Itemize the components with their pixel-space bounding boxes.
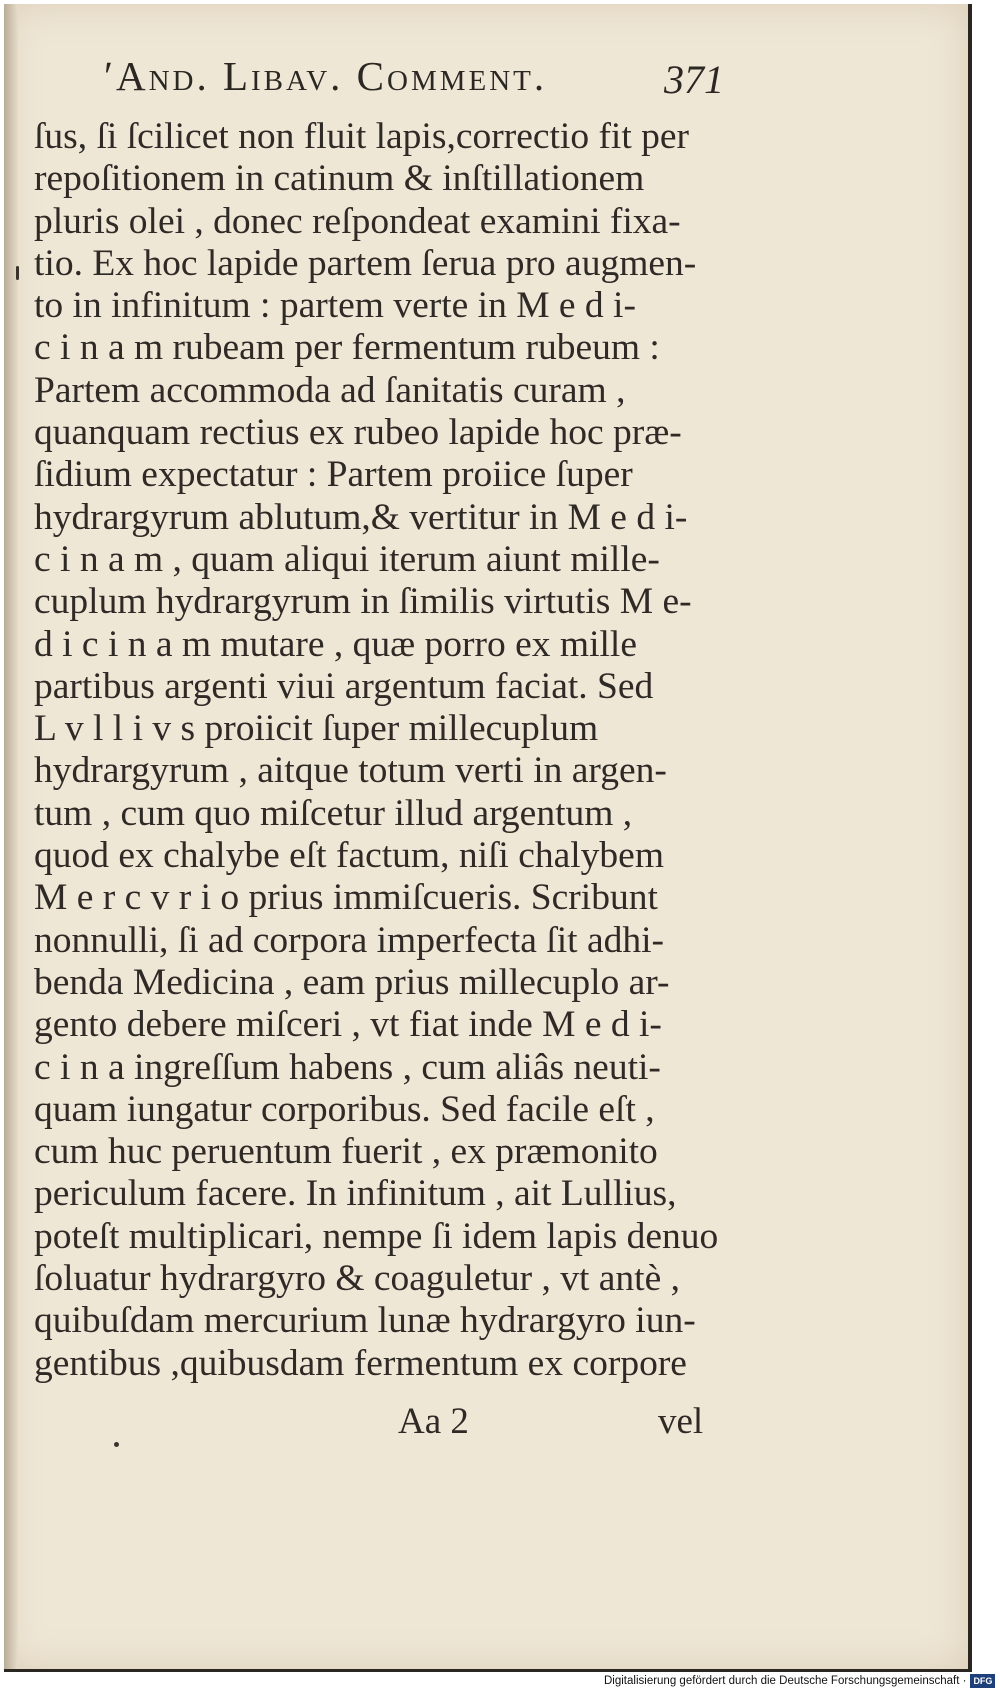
text-line: gentibus ,quibusdam fermentum ex corpore bbox=[34, 1342, 687, 1384]
text-line: repoſitionem in catinum & inſtillationem bbox=[34, 158, 645, 200]
book-page bbox=[4, 4, 972, 1672]
credit-text: Digitalisierung gefördert durch die Deutsche Forschungsgemeinschaft · bbox=[604, 1675, 967, 1687]
text-line: quibuſdam mercurium lunæ hydrargyro iun- bbox=[34, 1300, 696, 1342]
text-line: poteſt multiplicari, nempe ſi idem lapis denuo bbox=[34, 1215, 719, 1257]
ink-speck bbox=[16, 266, 19, 280]
text-line: quod ex chalybe eſt factum, niſi chalybem bbox=[34, 835, 664, 877]
body-text bbox=[34, 116, 724, 1385]
text-line: to in infinitum : partem verte in M e d i- bbox=[34, 285, 636, 327]
text-line: benda Medicina , eam prius millecuplo ar- bbox=[34, 961, 670, 1003]
text-line: quanquam rectius ex rubeo lapide hoc præ- bbox=[34, 412, 682, 454]
text-line: quam iungatur corporibus. Sed facile eſt , bbox=[34, 1088, 655, 1130]
dfg-logo: DFG bbox=[970, 1674, 995, 1688]
text-line: hydrargyrum , aitque totum verti in argen- bbox=[34, 750, 667, 792]
digitization-credit bbox=[604, 1674, 995, 1688]
text-line: ſus, ſi ſcilicet non fluit lapis,correctio fit per bbox=[34, 116, 690, 157]
text-line: partibus argenti viui argentum faciat. Sed bbox=[34, 665, 654, 707]
text-line: c i n a m , quam aliqui iterum aiunt mille- bbox=[34, 538, 660, 580]
text-line: cuplum hydrargyrum in ſimilis virtutis M e- bbox=[34, 581, 692, 623]
ink-speck bbox=[114, 1442, 119, 1447]
page-gutter-shadow bbox=[4, 4, 18, 1669]
catchword: vel bbox=[658, 1401, 704, 1442]
text-line: tio. Ex hoc lapide partem ſerua pro augmen- bbox=[34, 242, 697, 284]
text-line: M e r c v r i o prius immiſcueris. Scribunt bbox=[34, 877, 658, 919]
text-line: cum huc peruentum fuerit , ex præmonito bbox=[34, 1131, 658, 1173]
text-line: periculum facere. In infinitum , ait Lullius, bbox=[34, 1173, 677, 1215]
text-line: pluris olei , donec reſpondeat examini fixa- bbox=[34, 200, 681, 242]
text-line: d i c i n a m mutare , quæ porro ex mille bbox=[34, 623, 637, 665]
text-line: tum , cum quo miſcetur illud argentum , bbox=[34, 792, 633, 834]
text-line: gento debere miſceri , vt fiat inde M e d i- bbox=[34, 1004, 662, 1046]
text-line: c i n a ingreſſum habens , cum aliâs neuti- bbox=[34, 1046, 661, 1088]
text-line: nonnulli, ſi ad corpora imperfecta ſit adhi- bbox=[34, 919, 664, 961]
running-title: ʹAnd. Libav. Comment. bbox=[104, 53, 548, 99]
signature-mark: Aa 2 bbox=[398, 1401, 469, 1442]
page-number: 371 bbox=[664, 57, 724, 102]
text-line: ſidium expectatur : Partem proiice ſuper bbox=[34, 454, 633, 496]
text-line: hydrargyrum ablutum,& vertitur in M e d i- bbox=[34, 496, 688, 538]
text-line: c i n a m rubeam per fermentum rubeum : bbox=[34, 327, 660, 369]
text-line: Partem accommoda ad ſanitatis curam , bbox=[34, 369, 626, 411]
text-line: L v l l i v s proiicit ſuper millecuplum bbox=[34, 708, 599, 750]
text-line: ſoluatur hydrargyro & coaguletur , vt antè , bbox=[34, 1258, 680, 1300]
page-footer bbox=[34, 1400, 724, 1450]
